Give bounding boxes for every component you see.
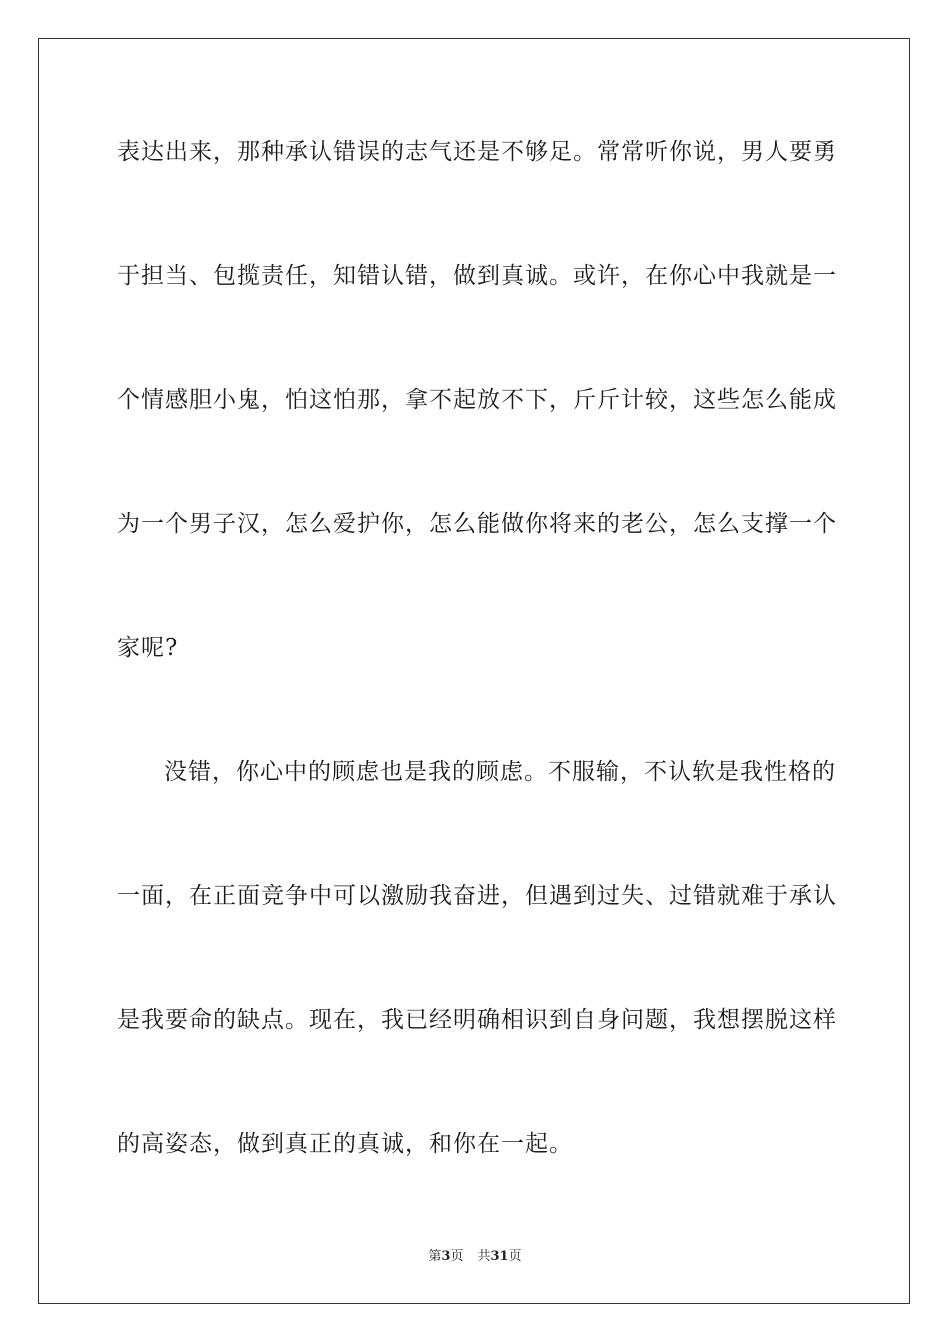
page-border xyxy=(38,38,910,1304)
footer-total-suffix: 页 xyxy=(508,1249,522,1264)
body-line-5: 家呢? xyxy=(117,635,179,661)
footer-total-prefix: 共 xyxy=(477,1249,491,1264)
body-line-1: 表达出来，那种承认错误的志气还是不够足。常常听你说，男人要勇 xyxy=(117,139,837,165)
body-line-3: 个情感胆小鬼，怕这怕那，拿不起放不下，斤斤计较，这些怎么能成 xyxy=(117,387,837,413)
body-line-8: 是我要命的缺点。现在，我已经明确相识到自身问题，我想摆脱这样 xyxy=(117,1007,837,1033)
body-line-9: 的高姿态，做到真正的真诚，和你在一起。 xyxy=(117,1131,573,1157)
footer-page-suffix: 页 xyxy=(450,1249,464,1264)
footer-page-prefix: 第 xyxy=(428,1249,442,1264)
footer-page-number: 3 xyxy=(441,1249,451,1264)
body-line-2: 于担当、包揽责任，知错认错，做到真诚。或许，在你心中我就是一 xyxy=(117,263,837,289)
footer-total-pages: 31 xyxy=(490,1249,509,1264)
body-line-6-paragraph-start: 没错，你心中的顾虑也是我的顾虑。不服输，不认软是我性格的 xyxy=(164,759,836,785)
page-footer xyxy=(0,1248,950,1266)
body-line-7: 一面，在正面竞争中可以激励我奋进，但遇到过失、过错就难于承认 xyxy=(117,883,837,909)
body-line-4: 为一个男子汉，怎么爱护你，怎么能做你将来的老公，怎么支撑一个 xyxy=(117,511,837,537)
